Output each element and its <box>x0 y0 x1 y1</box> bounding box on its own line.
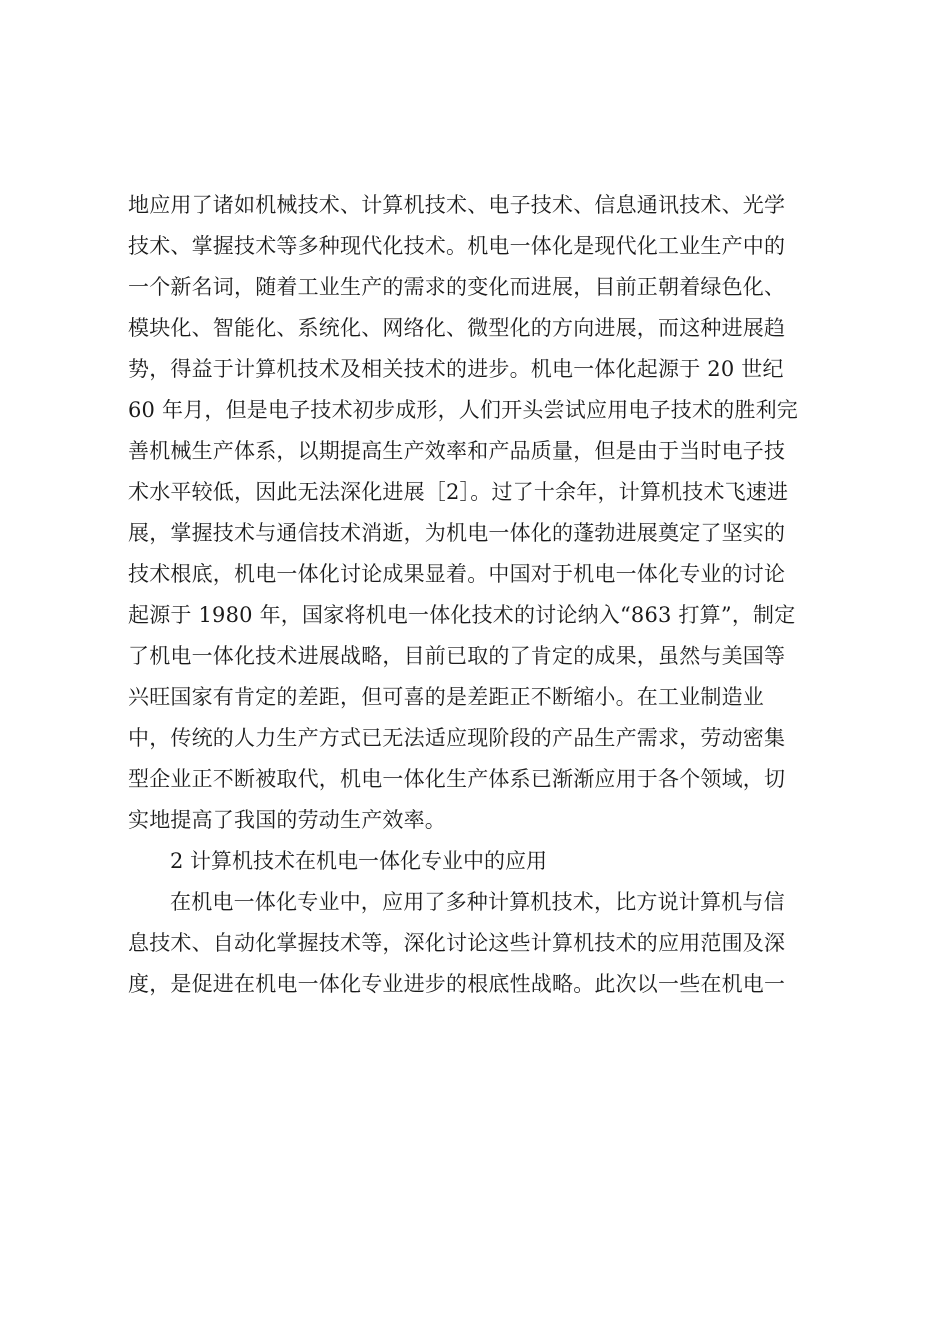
paragraph-2 <box>128 882 834 1005</box>
section-heading: 2 计算机技术在机电一体化专业中的应用 <box>170 849 548 873</box>
paragraph-line: 兴旺国家有肯定的差距，但可喜的是差距正不断缩小。在工业制造业 <box>128 685 764 709</box>
document-body <box>128 185 834 1005</box>
paragraph-line: 势，得益于计算机技术及相关技术的进步。机电一体化起源于 20 世纪 <box>128 357 784 381</box>
paragraph-line: 地应用了诸如机械技术、计算机技术、电子技术、信息通讯技术、光学 <box>128 193 786 217</box>
paragraph-line: 善机械生产体系，以期提高生产效率和产品质量，但是由于当时电子技 <box>128 439 786 463</box>
paragraph-line: 起源于 1980 年，国家将机电一体化技术的讨论纳入“863 打算”，制定 <box>128 603 796 627</box>
paragraph-line: 技术、掌握技术等多种现代化技术。机电一体化是现代化工业生产中的 <box>128 234 786 258</box>
paragraph-line: 了机电一体化技术进展战略，目前已取的了肯定的成果，虽然与美国等 <box>128 644 786 668</box>
paragraph-line: 术水平较低，因此无法深化进展［2］。过了十余年，计算机技术飞速进 <box>128 480 789 504</box>
paragraph-line: 展，掌握技术与通信技术消逝，为机电一体化的蓬勃进展奠定了坚实的 <box>128 521 786 545</box>
paragraph-1 <box>128 185 834 841</box>
paragraph-line: 实地提高了我国的劳动生产效率。 <box>128 808 446 832</box>
paragraph-line: 60 年月，但是电子技术初步成形，人们开头尝试应用电子技术的胜利完 <box>128 398 798 422</box>
paragraph-line: 型企业正不断被取代，机电一体化生产体系已渐渐应用于各个领域，切 <box>128 767 786 791</box>
paragraph-line: 在机电一体化专业中，应用了多种计算机技术，比方说计算机与信 <box>170 890 785 914</box>
paragraph-line: 一个新名词，随着工业生产的需求的变化而进展，目前正朝着绿色化、 <box>128 275 786 299</box>
paragraph-line: 度，是促进在机电一体化专业进步的根底性战略。此次以一些在机电一 <box>128 972 786 996</box>
paragraph-line: 息技术、自动化掌握技术等，深化讨论这些计算机技术的应用范围及深 <box>128 931 786 955</box>
paragraph-line: 技术根底，机电一体化讨论成果显着。中国对于机电一体化专业的讨论 <box>128 562 786 586</box>
paragraph-line: 模块化、智能化、系统化、网络化、微型化的方向进展，而这种进展趋 <box>128 316 786 340</box>
paragraph-line: 中，传统的人力生产方式已无法适应现阶段的产品生产需求，劳动密集 <box>128 726 786 750</box>
